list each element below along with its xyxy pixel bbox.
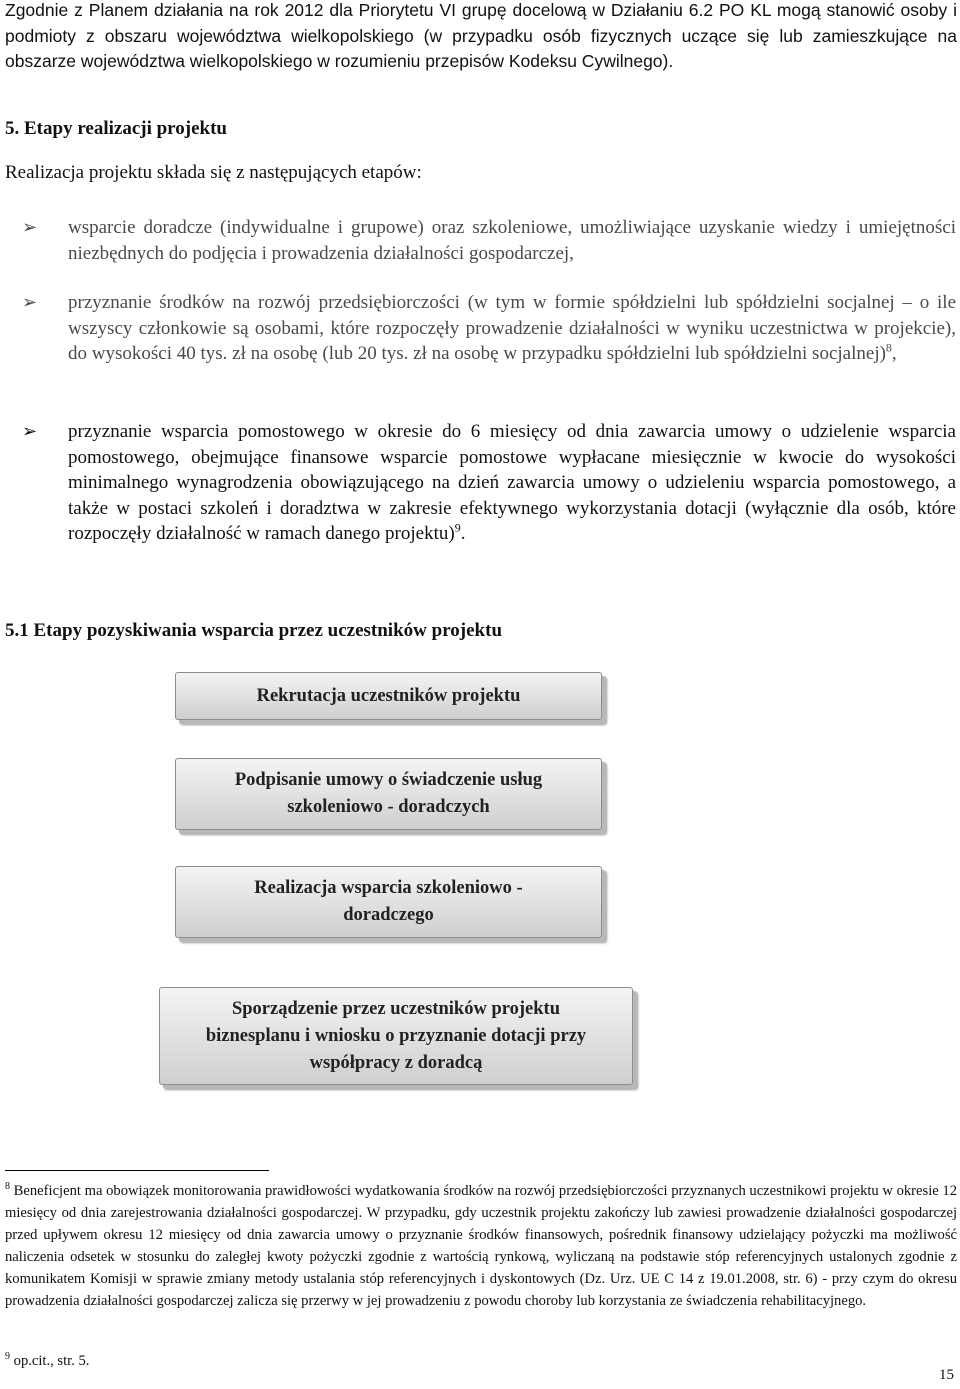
bullet-text: przyznanie wsparcia pomostowego w okresie do 6 miesięcy od dnia zawarcia umowy o udzielenie wsparcia pomostowego, obejmujące finansowe wsparcie pomostowe wypłacane miesięcznie w kwocie do wysokości minimalnego wynagrodzenia obowiązującego na dzień zawarcia umowy o udzieleniu wsparcia pomostowego, a także w postaci szkoleń i doradztwa w zakresie efektywnego wykorzystania dotacji (wyłącznie dla osób, które rozpoczęły działalność w ramach danego projektu)$^9$. [68, 421, 956, 544]
section-5-lead: Realizacja projektu składa się z następujących etapów: [5, 162, 422, 183]
arrow-bullet-icon: ➢ [22, 292, 38, 312]
section-5-1-heading: 5.1 Etapy pozyskiwania wsparcia przez uczestników projektu [5, 620, 503, 641]
flow-step-text: Sporządzenie przez uczestników projektu biznesplanu i wniosku o przyznanie dotacji przy współpracy z doradcą [205, 998, 587, 1073]
flow-step-training [175, 866, 602, 938]
bullet-item [22, 419, 956, 547]
page-number: 15 [939, 1367, 954, 1383]
bullet-item [22, 290, 956, 367]
flow-step-recruitment [175, 672, 602, 720]
section-5-heading: 5. Etapy realizacji projektu [5, 118, 227, 139]
bullet-text: wsparcie doradcze (indywidualne i grupowe) oraz szkoleniowe, umożliwiające uzyskanie wiedzy i umiejętności niezbędnych do podjęcia i prowadzenia działalności gospodarczej, [68, 217, 956, 264]
footnote-9: $^9$ op.cit., str. 5. [5, 1351, 90, 1369]
footnote-separator [5, 1170, 269, 1171]
flow-step-contract [175, 758, 602, 830]
flow-step-text: Rekrutacja uczestników projektu [256, 685, 521, 706]
intro-paragraph: Zgodnie z Planem działania na rok 2012 dla Priorytetu VI grupę docelową w Działaniu 6.2 PO KL mogą stanowić osoby i podmioty z obszaru województwa wielkopolskiego (w przypadku osób fizycznych uczące się lub zamieszkujące na obszarze województwa wielkopolskiego w rozumieniu przepisów Kodeksu Cywilnego). [5, 0, 957, 71]
arrow-bullet-icon: ➢ [22, 421, 38, 441]
arrow-bullet-icon: ➢ [22, 217, 38, 237]
flow-step-business-plan [159, 987, 633, 1085]
flow-step-text: Podpisanie umowy o świadczenie usług szkoleniowo - doradczych [234, 770, 543, 817]
bullet-text: przyznanie środków na rozwój przedsiębiorczości (w tym w formie spółdzielni lub spółdzielni socjalnej – o ile wszyscy członkowie są osobami, które rozpoczęły prowadzenie działalności w wyniku uczestnictwa w projekcie), do wysokości 40 tys. zł na osobę (lub 20 tys. zł na osobę w przypadku spółdzielni lub spółdzielni socjalnej)$^8$, [68, 292, 956, 364]
footnote-ref[interactable]: 8 [885, 340, 892, 355]
bullet-item [22, 215, 956, 266]
flow-step-text: Realizacja wsparcia szkoleniowo - doradczego [254, 878, 523, 925]
footnote-8: $^8$ Beneficjent ma obowiązek monitorowania prawidłowości wydatkowania środków na rozwój przedsiębiorczości przyznanych uczestnikowi projektu w okresie 12 miesięcy od dnia zarejestrowania działalności gospodarczej. W przypadku, gdy uczestnik projektu zakończy lub zawiesi prowadzenie działalności gospodarczej przed upływem okresu 12 miesięcy od dnia zawarcia umowy o przyznanie środków finansowych, pośrednik finansowy udzielający pożyczki ma możliwość naliczenia odsetek w stosunku do zaległej kwoty pożyczki zgodnie z wartością rynkową, wyliczaną na podstawie stóp referencyjnych ustalonych zgodnie z komunikatem Komisji w sprawie zmiany metody ustalania stóp referencyjnych i dyskontowych (Dz. Urz. UE C 14 z 19.01.2008, str. 6) - przy czym do okresu prowadzenia działalności gospodarczej zalicza się przerwy w jej prowadzeniu z powodu choroby lub korzystania ze świadczenia rehabilitacyjnego. [5, 1181, 957, 1309]
footnote-ref[interactable]: 9 [454, 520, 461, 535]
